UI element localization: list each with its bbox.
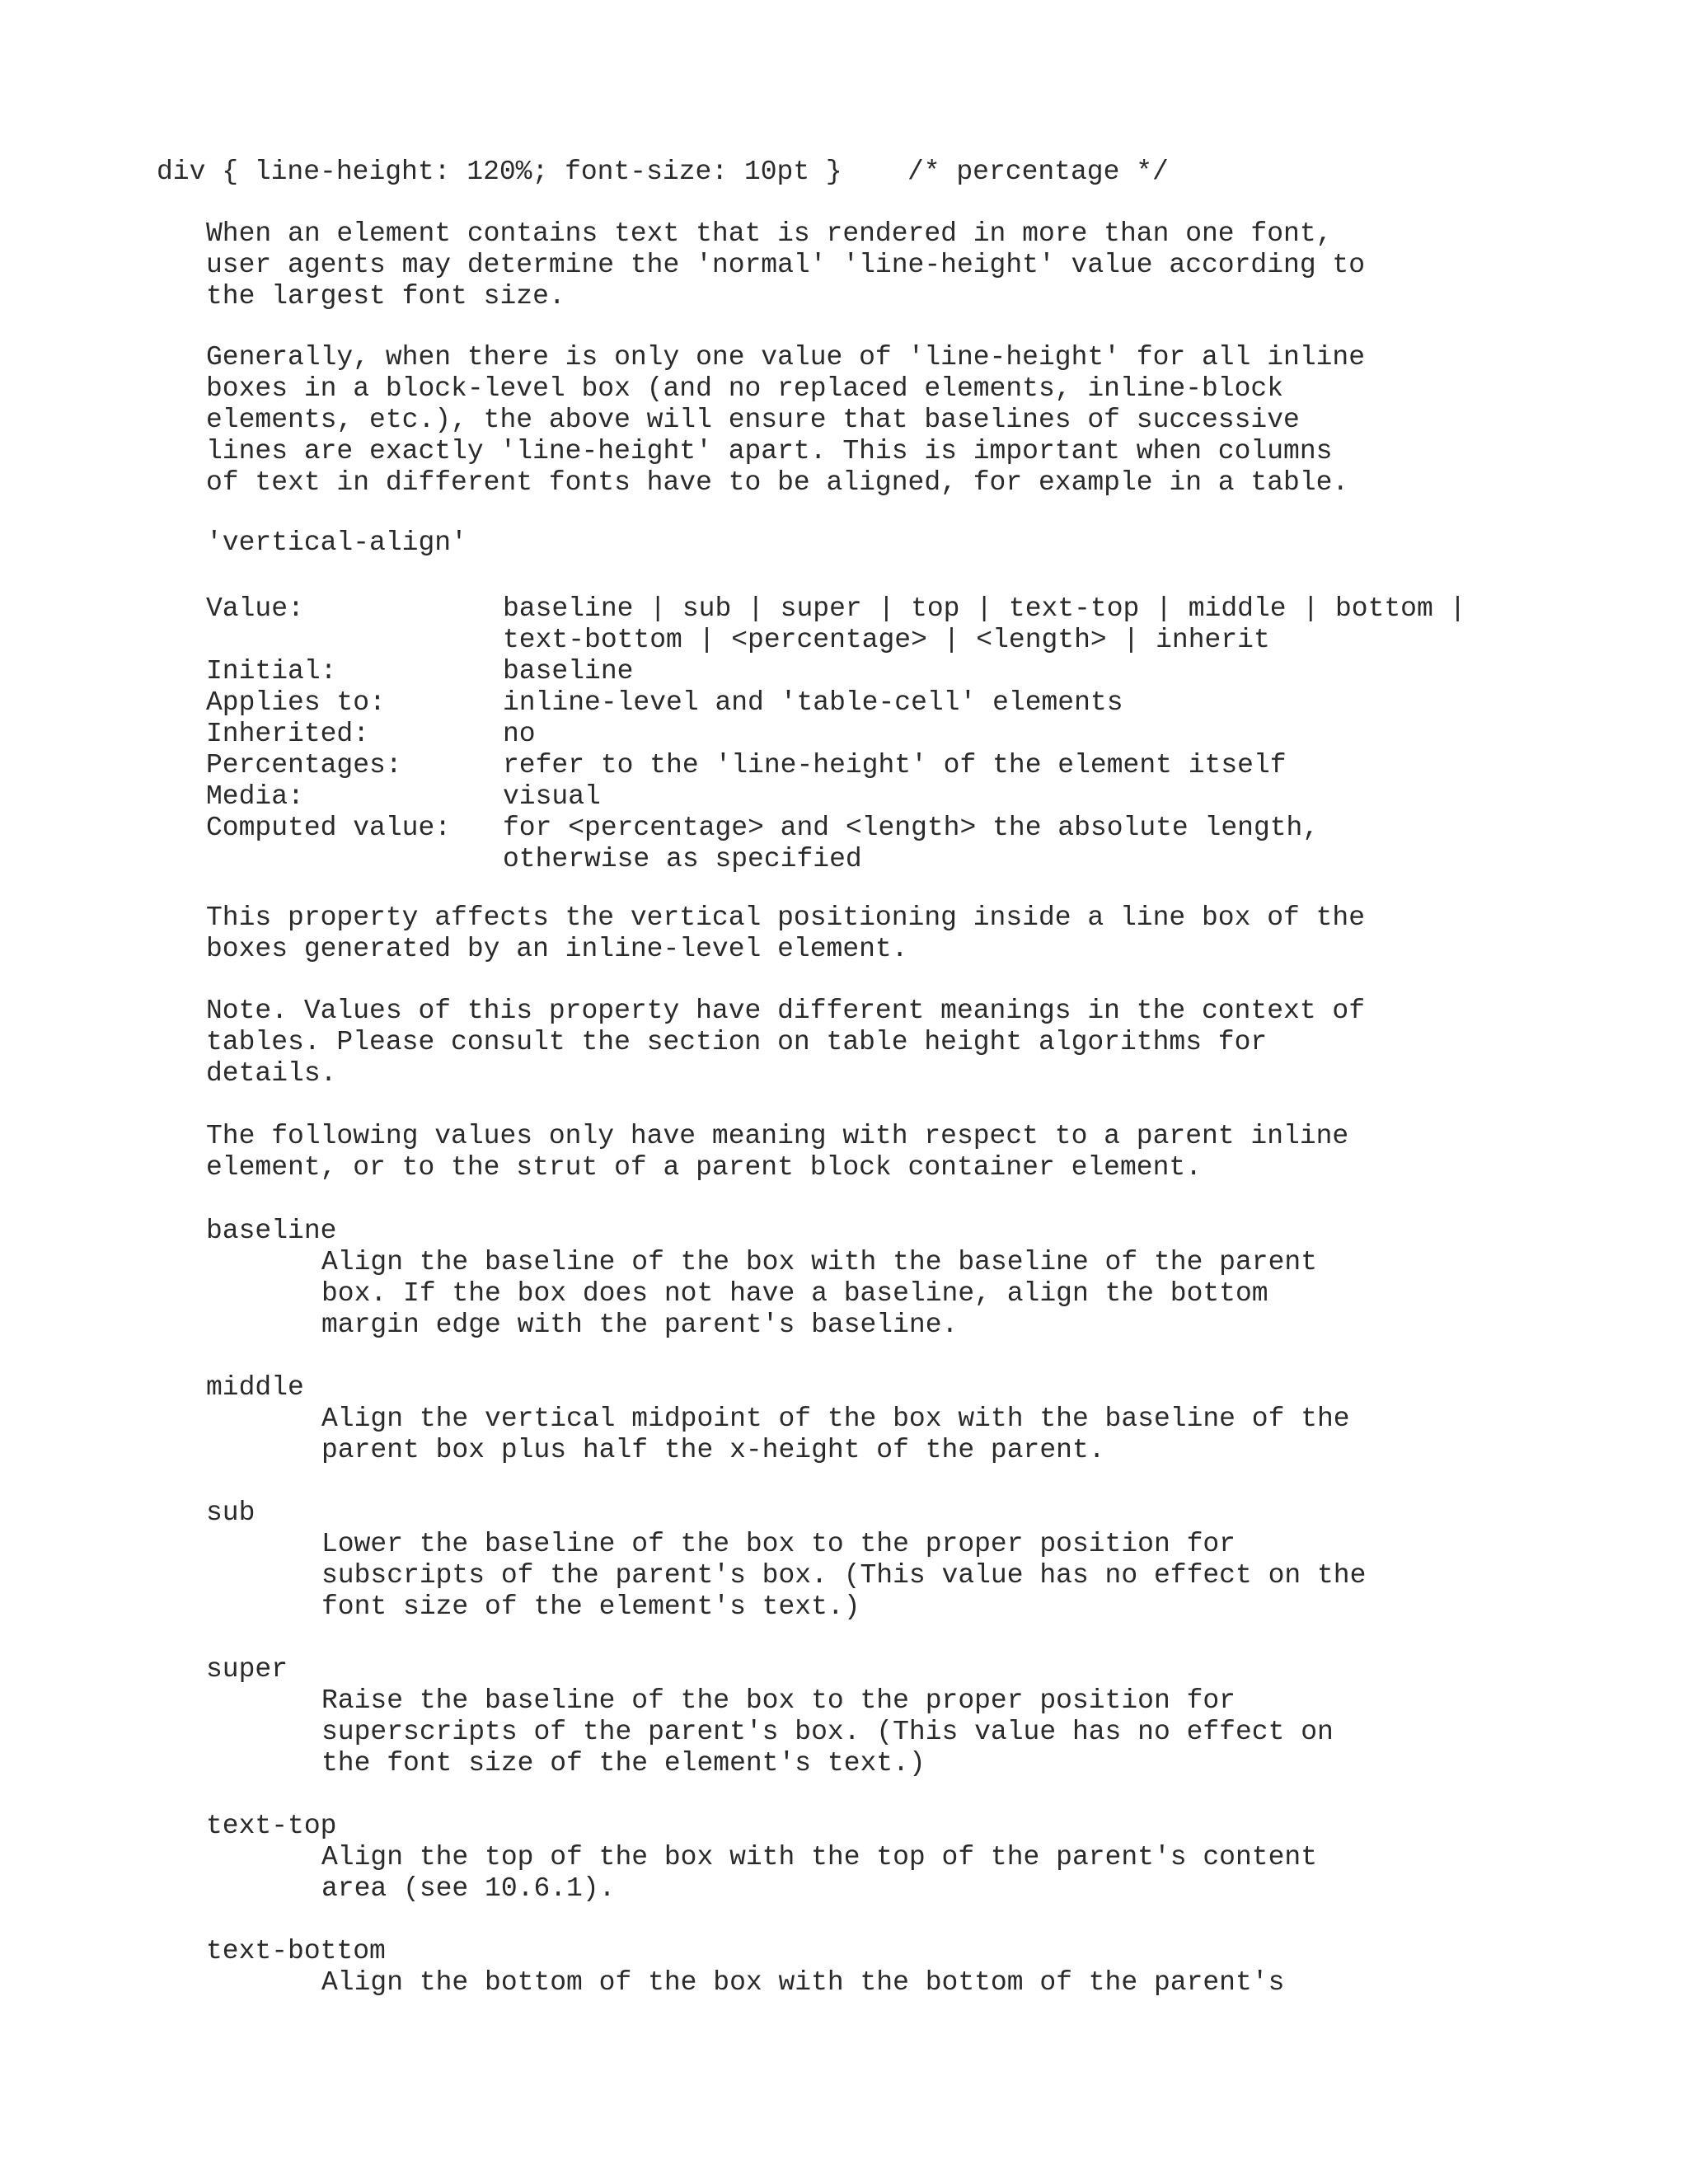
definition-baseline [206, 1216, 1607, 1341]
property-definition-table [206, 593, 1465, 875]
definition-term: text-top [206, 1811, 337, 1841]
property-row-value [206, 593, 1465, 656]
paragraph-line-height-normal [206, 218, 1607, 312]
property-row-applies-to [206, 687, 1465, 719]
paragraph-baselines [206, 342, 1607, 499]
property-key: Applies to: [206, 687, 386, 718]
property-value: visual [503, 781, 601, 812]
definition-description: Align the vertical midpoint of the box with the baseline of the parent box plus half the x-height of the parent. [321, 1404, 1350, 1465]
property-key: Percentages: [206, 750, 402, 780]
definition-text-bottom [206, 1936, 1607, 1999]
property-key: Inherited: [206, 719, 370, 749]
property-value: inline-level and 'table-cell' elements [503, 687, 1123, 718]
definition-middle [206, 1372, 1607, 1466]
paragraph: Note. Values of this property have different meanings in the context of tables. Please consult the section on table height algorithms for details. [206, 996, 1366, 1089]
property-value: baseline [503, 656, 634, 687]
property-row-inherited [206, 719, 1465, 750]
definition-term: middle [206, 1372, 304, 1403]
property-key: Computed value: [206, 813, 452, 843]
definition-term: sub [206, 1497, 256, 1528]
definition-description: Lower the baseline of the box to the proper position for subscripts of the parent's box. (This value has no effect on the font size of the element's text.) [321, 1529, 1367, 1622]
paragraph-parent-inline [206, 1121, 1607, 1183]
property-key: Media: [206, 781, 304, 812]
value-definitions-list [206, 1216, 1607, 2030]
definition-description: Raise the baseline of the box to the proper position for superscripts of the parent's box. (This value has no effect on the font size of the element's text.) [321, 1685, 1334, 1779]
definition-super [206, 1654, 1607, 1779]
definition-text-top [206, 1811, 1607, 1905]
definition-sub [206, 1497, 1607, 1623]
property-value: refer to the 'line-height' of the element itself [503, 750, 1287, 780]
definition-term: super [206, 1654, 288, 1685]
property-row-media [206, 781, 1465, 813]
property-row-percentages [206, 750, 1465, 781]
paragraph: Generally, when there is only one value of 'line-height' for all inline boxes in a block-level box (and no replaced elements, inline-block elements, etc.), the above will ensure that baselines of successive lines are exactly 'line-height' apart. This is important when columns of text in different fonts have to be aligned, for example in a table. [206, 342, 1366, 498]
property-value: no [503, 719, 536, 749]
paragraph: The following values only have meaning with respect to a parent inline element, or to the strut of a parent block container element. [206, 1121, 1349, 1183]
property-value: baseline | sub | super | top | text-top | middle | bottom | text-bottom | <percentage> | <length> | inherit [503, 593, 1466, 655]
property-heading: 'vertical-align' [206, 527, 467, 558]
paragraph: This property affects the vertical positioning inside a line box of the boxes generated by an inline-level element. [206, 902, 1366, 964]
definition-description: Align the bottom of the box with the bottom of the parent's [321, 1967, 1285, 1998]
property-value: for <percentage> and <length> the absolute length, otherwise as specified [503, 813, 1320, 874]
code-example: div { line-height: 120%; font-size: 10pt } /* percentage */ [157, 157, 1169, 187]
property-key: Initial: [206, 656, 337, 687]
definition-description: Align the top of the box with the top of the parent's content area (see 10.6.1). [321, 1842, 1317, 1904]
property-row-computed-value [206, 813, 1465, 875]
property-key: Value: [206, 593, 304, 624]
property-row-initial [206, 656, 1465, 687]
definition-term: baseline [206, 1216, 337, 1246]
paragraph-vertical-positioning [206, 902, 1607, 965]
definition-description: Align the baseline of the box with the baseline of the parent box. If the box does not have a baseline, align the bottom margin edge with the parent's baseline. [321, 1247, 1317, 1340]
paragraph-note-tables [206, 996, 1607, 1090]
paragraph: When an element contains text that is rendered in more than one font, user agents may determine the 'normal' 'line-height' value according to the largest font size. [206, 218, 1366, 312]
definition-term: text-bottom [206, 1936, 386, 1966]
